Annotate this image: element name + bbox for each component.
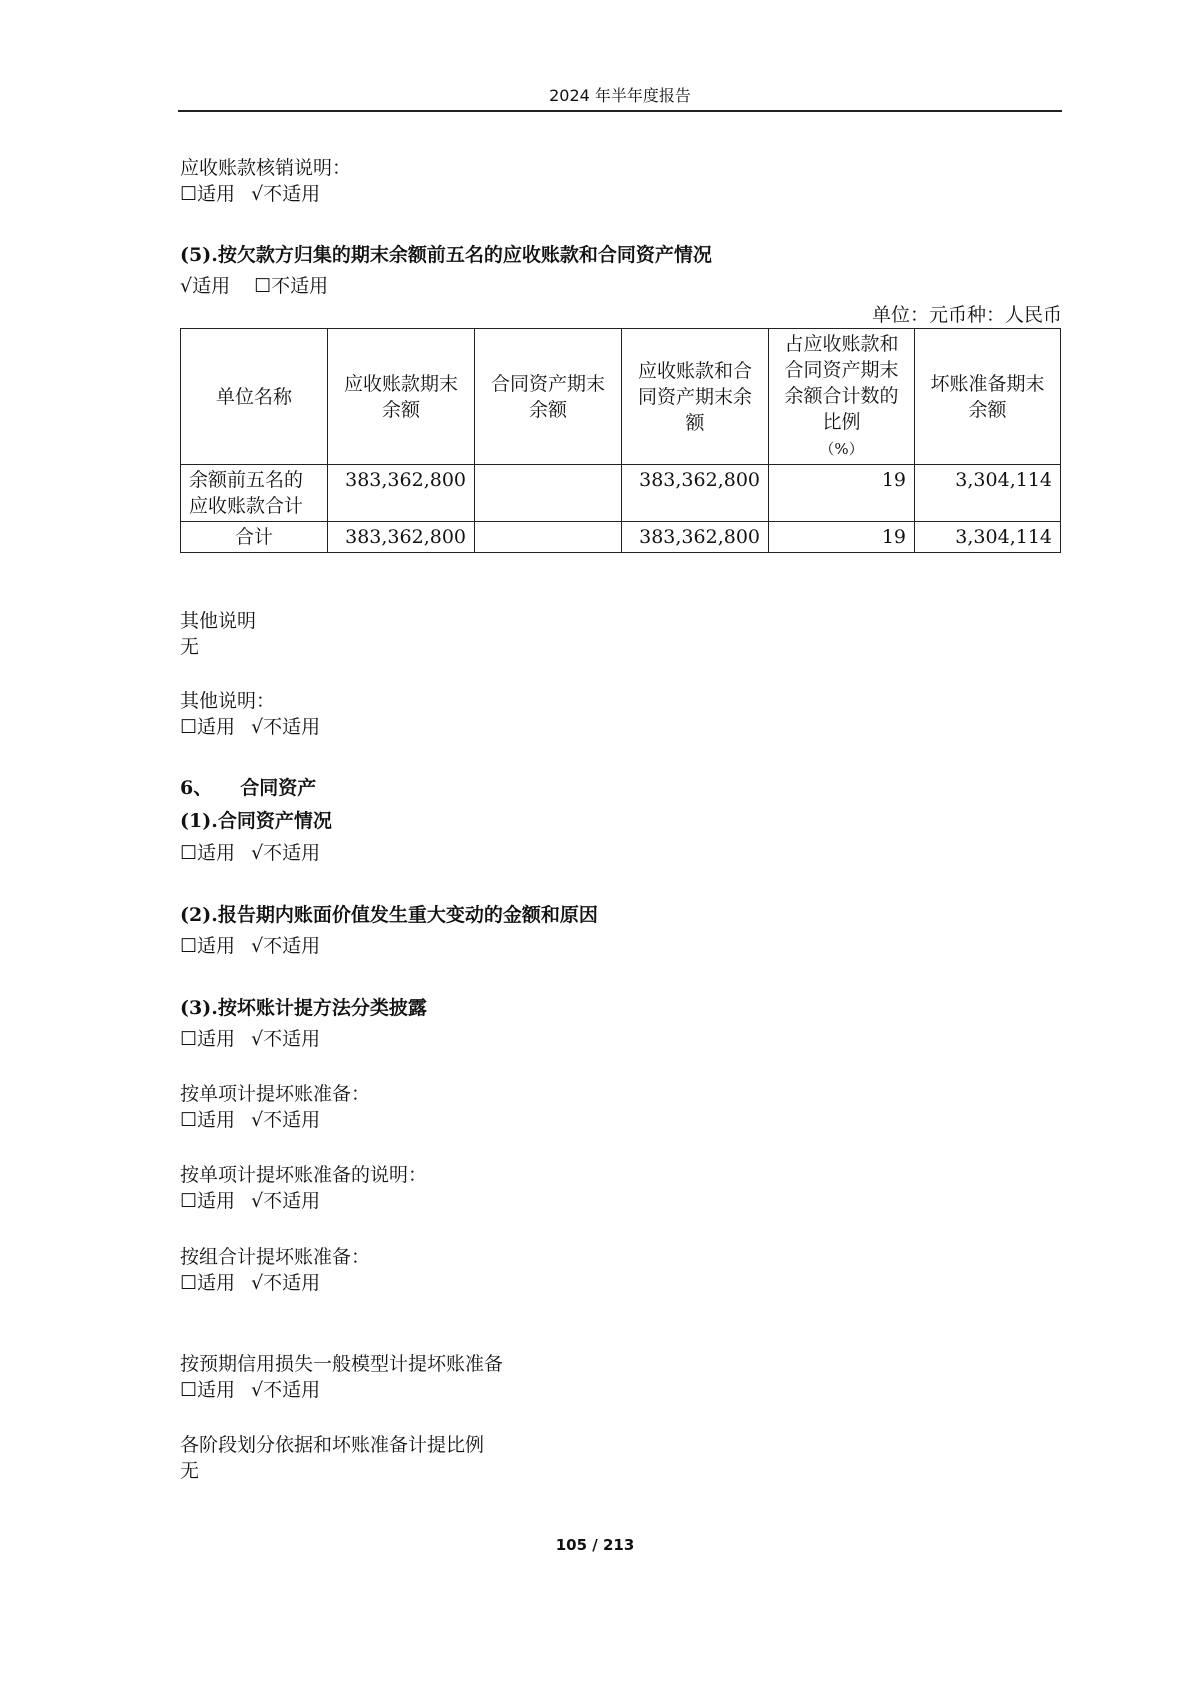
check-mark-icon: √ bbox=[251, 1109, 264, 1131]
single-provision-note-options bbox=[180, 1188, 320, 1214]
page-number: 105 / 213 bbox=[555, 1536, 635, 1554]
cell-receivable: 383,362,800 bbox=[328, 522, 475, 553]
option-applicable: 适用 bbox=[197, 935, 236, 957]
option-not-applicable: 不适用 bbox=[271, 275, 329, 297]
cell-name: 余额前五名的应收账款合计 bbox=[181, 465, 328, 522]
unchecked-box-icon: ☐ bbox=[180, 1028, 198, 1050]
cell-receivable: 383,362,800 bbox=[328, 465, 475, 522]
col-header-ratio bbox=[769, 329, 915, 465]
option-not-applicable: 不适用 bbox=[263, 183, 321, 205]
section6-title-text: 合同资产 bbox=[240, 777, 317, 799]
other-note-value: 无 bbox=[180, 636, 200, 658]
single-provision-note-title: 按单项计提坏账准备的说明： bbox=[180, 1164, 428, 1186]
check-mark-icon: √ bbox=[251, 1028, 264, 1050]
option-applicable: 适用 bbox=[197, 1109, 236, 1131]
cell-bad-debt: 3,304,114 bbox=[915, 465, 1061, 522]
unchecked-box-icon: ☐ bbox=[180, 183, 198, 205]
option-applicable: 适用 bbox=[197, 1190, 236, 1212]
other-note2-label: 其他说明： bbox=[180, 690, 276, 712]
cell-name: 合计 bbox=[181, 522, 328, 553]
table-header-row bbox=[181, 329, 1061, 465]
cell-contract-asset bbox=[475, 465, 622, 522]
top5-receivables-table bbox=[180, 328, 1061, 553]
stages-value: 无 bbox=[180, 1460, 200, 1482]
check-mark-icon: √ bbox=[251, 1379, 264, 1401]
col-header-receivable: 应收账款期末余额 bbox=[328, 329, 475, 465]
unchecked-box-icon: ☐ bbox=[180, 935, 198, 957]
cell-bad-debt: 3,304,114 bbox=[915, 522, 1061, 553]
writeoff-options bbox=[180, 181, 320, 207]
option-applicable: 适用 bbox=[197, 183, 236, 205]
check-mark-icon: √ bbox=[251, 1190, 264, 1212]
other-note2-options bbox=[180, 714, 320, 740]
header-divider bbox=[178, 110, 1062, 112]
col-header-contract-asset: 合同资产期末余额 bbox=[475, 329, 622, 465]
check-mark-icon: √ bbox=[251, 183, 264, 205]
writeoff-title: 应收账款核销说明： bbox=[180, 157, 352, 179]
unchecked-box-icon: ☐ bbox=[180, 842, 198, 864]
stages-title: 各阶段划分依据和坏账准备计提比例 bbox=[180, 1434, 485, 1456]
check-mark-icon: √ bbox=[251, 716, 264, 738]
option-applicable: 适用 bbox=[197, 716, 236, 738]
group-provision-title: 按组合计提坏账准备： bbox=[180, 1246, 371, 1268]
table-row-total bbox=[181, 522, 1061, 553]
ecl-model-options bbox=[180, 1377, 320, 1403]
unchecked-box-icon: ☐ bbox=[180, 1190, 198, 1212]
section6-title bbox=[180, 775, 316, 801]
check-mark-icon: √ bbox=[180, 275, 193, 297]
section6-number: 6、 bbox=[180, 777, 213, 799]
unchecked-box-icon: ☐ bbox=[180, 1379, 198, 1401]
section5-title: (5).按欠款方归集的期末余额前五名的应收账款和合同资产情况 bbox=[180, 244, 712, 266]
col-header-ratio-label: 占应收账款和合同资产期末余额合计数的比例 bbox=[784, 333, 899, 433]
section5-options bbox=[180, 273, 328, 299]
page-header-title: 2024 年半年度报告 bbox=[549, 86, 691, 105]
sub3-options bbox=[180, 1026, 320, 1052]
option-applicable: 适用 bbox=[197, 842, 236, 864]
option-not-applicable: 不适用 bbox=[263, 1379, 321, 1401]
sub1-options bbox=[180, 840, 320, 866]
col-header-bad-debt: 坏账准备期末余额 bbox=[915, 329, 1061, 465]
col-header-name: 单位名称 bbox=[181, 329, 328, 465]
option-not-applicable: 不适用 bbox=[263, 716, 321, 738]
unchecked-box-icon: ☐ bbox=[180, 1272, 198, 1294]
option-applicable: 适用 bbox=[192, 275, 231, 297]
option-not-applicable: 不适用 bbox=[263, 842, 321, 864]
ecl-model-title: 按预期信用损失一般模型计提坏账准备 bbox=[180, 1353, 504, 1375]
table-row bbox=[181, 465, 1061, 522]
option-not-applicable: 不适用 bbox=[263, 1109, 321, 1131]
option-applicable: 适用 bbox=[197, 1028, 236, 1050]
check-mark-icon: √ bbox=[251, 935, 264, 957]
other-note-label: 其他说明 bbox=[180, 610, 257, 632]
sub3-title: (3).按坏账计提方法分类披露 bbox=[180, 997, 427, 1019]
option-not-applicable: 不适用 bbox=[263, 1028, 321, 1050]
single-provision-options bbox=[180, 1107, 320, 1133]
single-provision-title: 按单项计提坏账准备： bbox=[180, 1083, 371, 1105]
cell-contract-asset bbox=[475, 522, 622, 553]
cell-combined: 383,362,800 bbox=[622, 522, 769, 553]
cell-ratio: 19 bbox=[769, 522, 915, 553]
sub2-options bbox=[180, 933, 320, 959]
option-applicable: 适用 bbox=[197, 1272, 236, 1294]
cell-ratio: 19 bbox=[769, 465, 915, 522]
unchecked-box-icon: ☐ bbox=[180, 1109, 198, 1131]
check-mark-icon: √ bbox=[251, 842, 264, 864]
unchecked-box-icon: ☐ bbox=[254, 275, 272, 297]
option-applicable: 适用 bbox=[197, 1379, 236, 1401]
option-not-applicable: 不适用 bbox=[263, 1272, 321, 1294]
col-header-combined: 应收账款和合同资产期末余额 bbox=[622, 329, 769, 465]
sub1-title: (1).合同资产情况 bbox=[180, 810, 332, 832]
check-mark-icon: √ bbox=[251, 1272, 264, 1294]
col-header-ratio-pct: （%） bbox=[819, 440, 864, 458]
sub2-title: (2).报告期内账面价值发生重大变动的金额和原因 bbox=[180, 904, 598, 926]
option-not-applicable: 不适用 bbox=[263, 1190, 321, 1212]
cell-combined: 383,362,800 bbox=[622, 465, 769, 522]
group-provision-options bbox=[180, 1270, 320, 1296]
unchecked-box-icon: ☐ bbox=[180, 716, 198, 738]
option-not-applicable: 不适用 bbox=[263, 935, 321, 957]
currency-unit: 单位：元币种：人民币 bbox=[871, 304, 1062, 326]
